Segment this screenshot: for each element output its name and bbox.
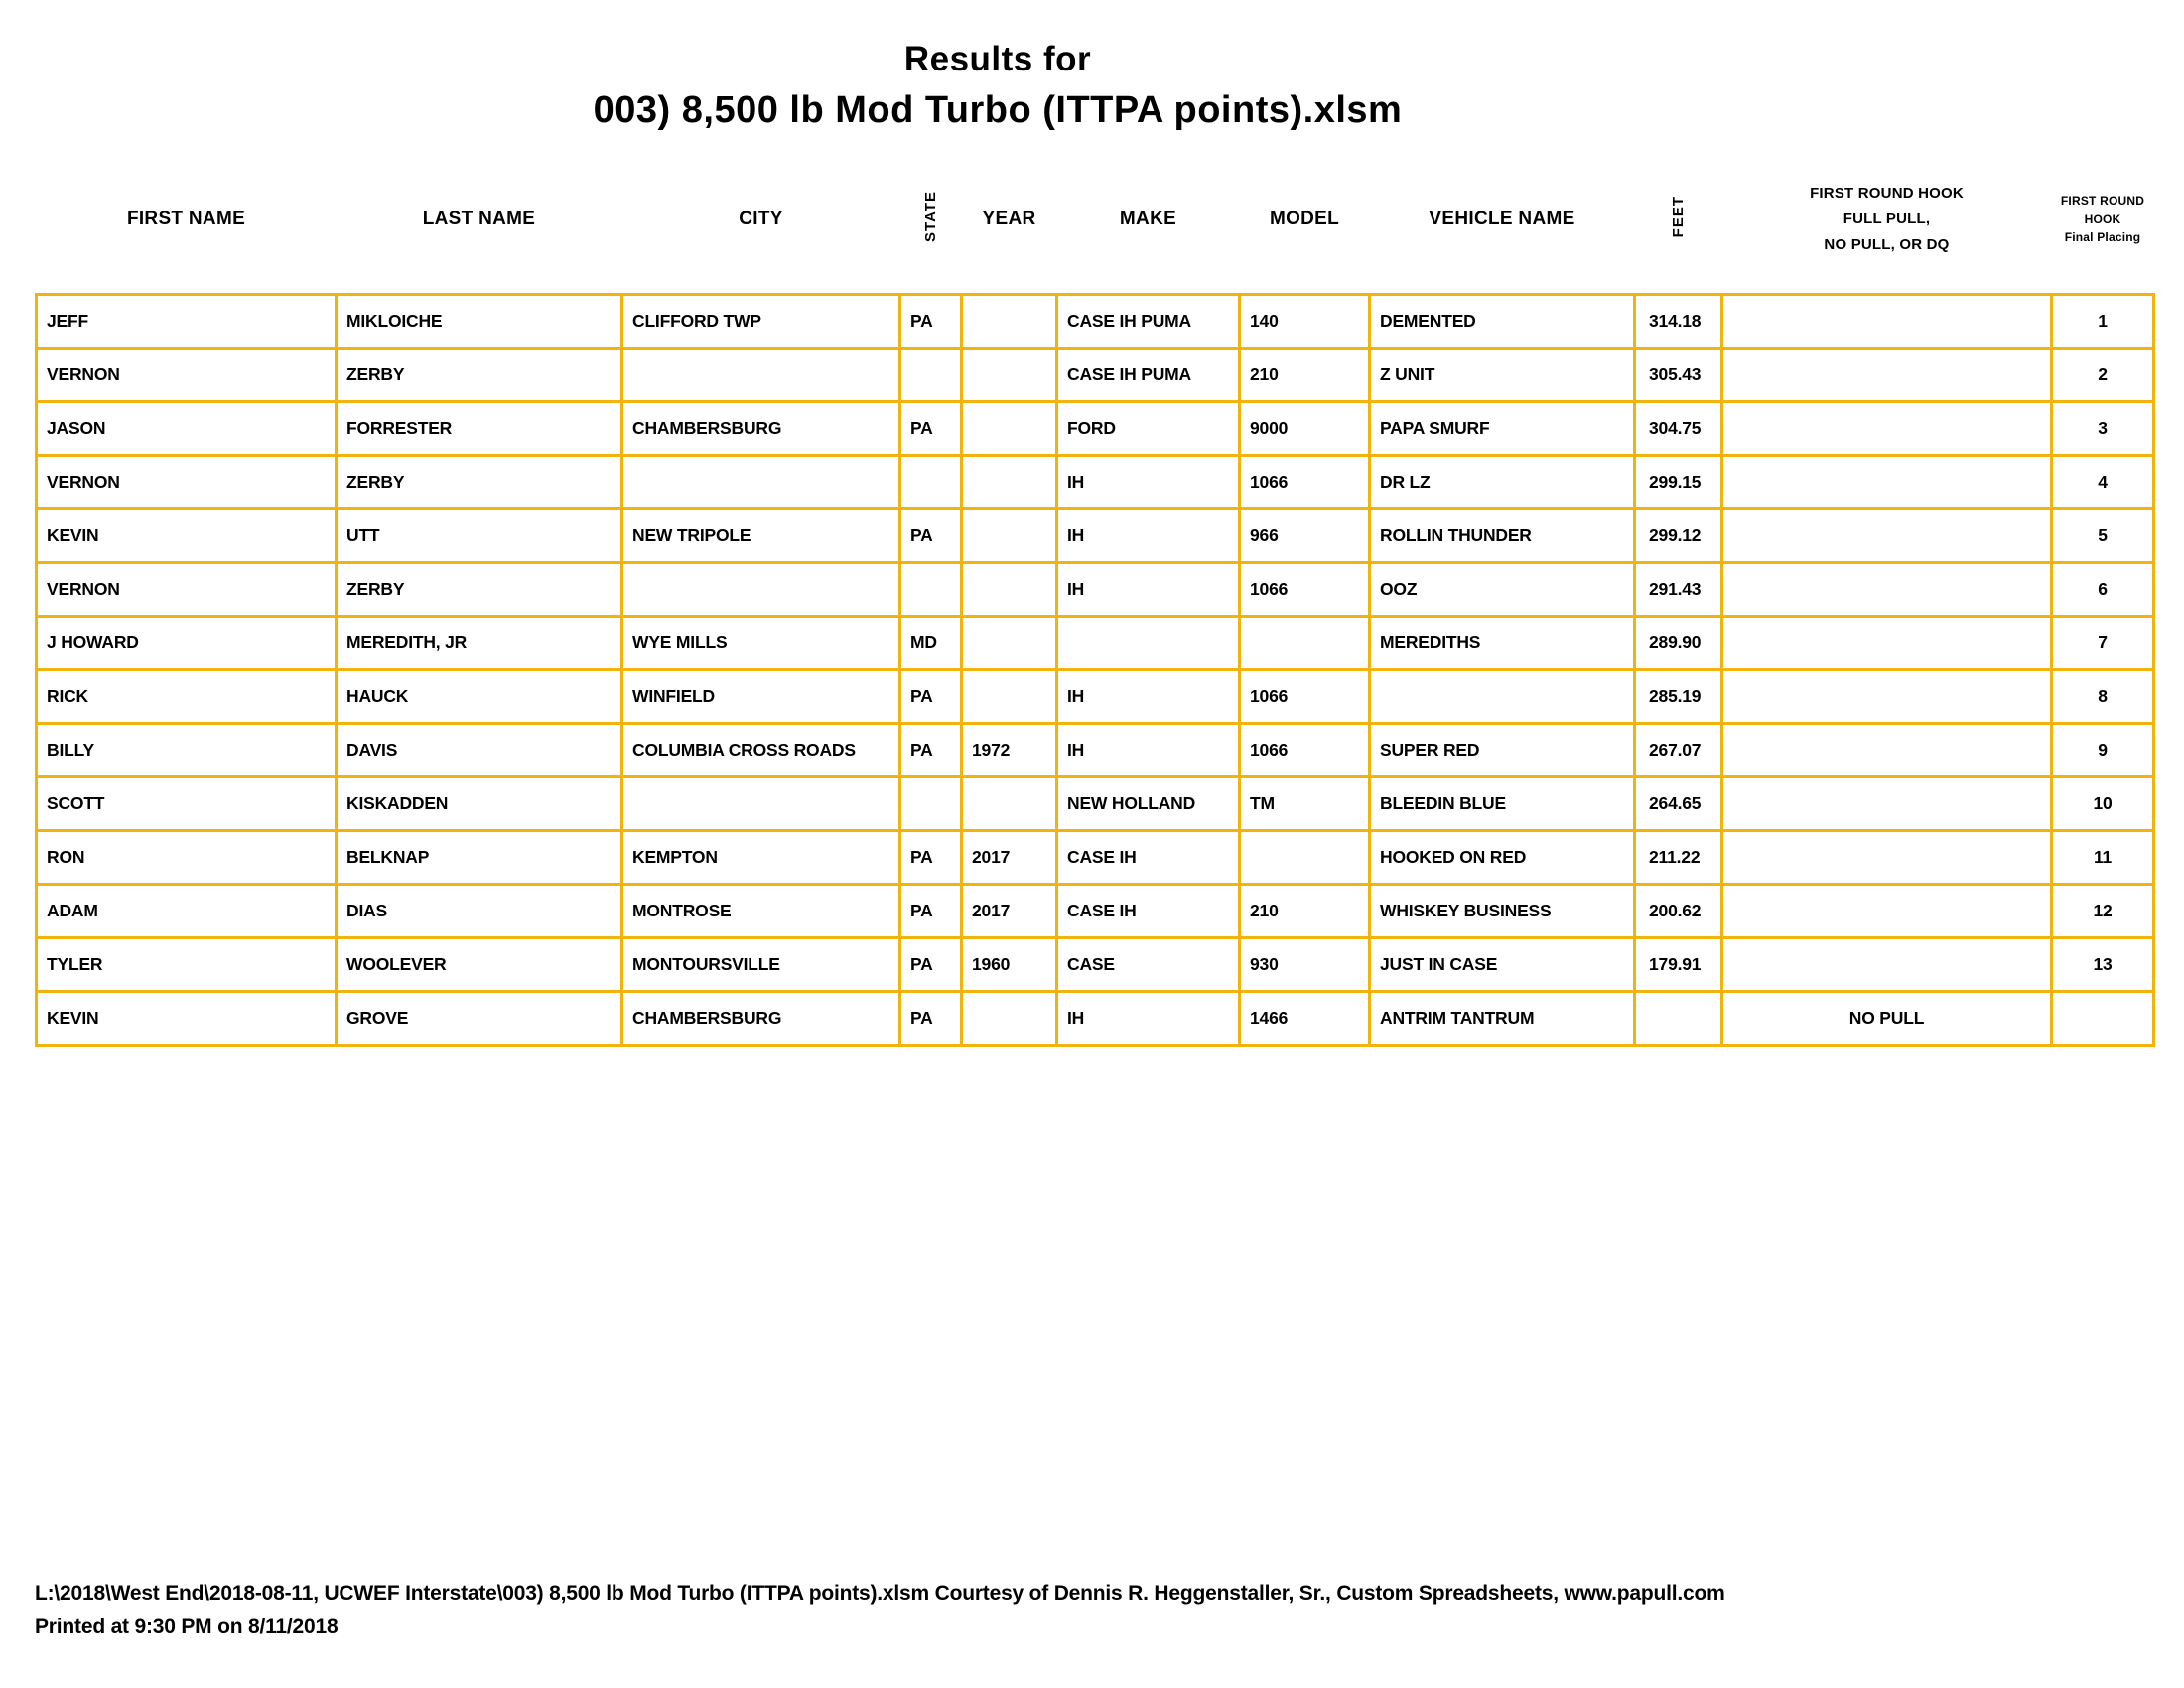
cell-last_name: ZERBY xyxy=(337,349,622,402)
column-header-line: FULL PULL, xyxy=(1843,210,1931,227)
cell-vehicle_name: OOZ xyxy=(1370,563,1635,617)
cell-city: WINFIELD xyxy=(622,670,900,724)
column-header-feet-vertical-label: FEET xyxy=(1670,195,1687,238)
cell-city: COLUMBIA CROSS ROADS xyxy=(622,724,900,777)
cell-state: PA xyxy=(900,724,962,777)
cell-vehicle_name: ROLLIN THUNDER xyxy=(1370,509,1635,563)
cell-vehicle_name: HOOKED ON RED xyxy=(1370,831,1635,885)
cell-year: 2017 xyxy=(962,831,1057,885)
cell-vehicle_name: WHISKEY BUSINESS xyxy=(1370,885,1635,938)
cell-vehicle_name: MEREDITHS xyxy=(1370,617,1635,670)
cell-year xyxy=(962,670,1057,724)
cell-model: 966 xyxy=(1240,509,1370,563)
column-header-last_name: LAST NAME xyxy=(422,209,536,229)
cell-state: PA xyxy=(900,670,962,724)
table-row xyxy=(37,831,2154,885)
cell-make: IH xyxy=(1057,724,1240,777)
cell-vehicle_name: DR LZ xyxy=(1370,456,1635,509)
cell-year xyxy=(962,617,1057,670)
cell-city xyxy=(622,563,900,617)
table-row xyxy=(37,617,2154,670)
cell-first_name: BILLY xyxy=(37,724,337,777)
table-row xyxy=(37,563,2154,617)
cell-last_name: FORRESTER xyxy=(337,402,622,456)
cell-make: IH xyxy=(1057,670,1240,724)
cell-last_name: HAUCK xyxy=(337,670,622,724)
cell-vehicle_name: DEMENTED xyxy=(1370,295,1635,349)
table-row xyxy=(37,938,2154,992)
cell-feet: 200.62 xyxy=(1635,885,1722,938)
cell-feet: 304.75 xyxy=(1635,402,1722,456)
cell-hook xyxy=(1722,617,2052,670)
cell-city: NEW TRIPOLE xyxy=(622,509,900,563)
cell-last_name: KISKADDEN xyxy=(337,777,622,831)
cell-placing: 4 xyxy=(2052,456,2154,509)
table-row xyxy=(37,509,2154,563)
cell-last_name: ZERBY xyxy=(337,456,622,509)
table-row xyxy=(37,670,2154,724)
column-header-line: HOOK xyxy=(2084,211,2121,226)
column-header-state xyxy=(900,146,962,295)
cell-year xyxy=(962,509,1057,563)
cell-make: CASE IH PUMA xyxy=(1057,295,1240,349)
cell-feet: 299.15 xyxy=(1635,456,1722,509)
cell-last_name: MIKLOICHE xyxy=(337,295,622,349)
table-row xyxy=(37,885,2154,938)
cell-model: 9000 xyxy=(1240,402,1370,456)
cell-feet: 267.07 xyxy=(1635,724,1722,777)
cell-placing: 7 xyxy=(2052,617,2154,670)
page-footer xyxy=(35,1577,1725,1644)
cell-feet: 305.43 xyxy=(1635,349,1722,402)
cell-placing: 8 xyxy=(2052,670,2154,724)
cell-model: 1066 xyxy=(1240,563,1370,617)
column-header-first_name: FIRST NAME xyxy=(126,209,246,229)
cell-hook xyxy=(1722,509,2052,563)
cell-state: PA xyxy=(900,992,962,1046)
cell-placing: 6 xyxy=(2052,563,2154,617)
cell-make: IH xyxy=(1057,456,1240,509)
cell-model: 1466 xyxy=(1240,992,1370,1046)
cell-model: 210 xyxy=(1240,349,1370,402)
cell-hook: NO PULL xyxy=(1722,992,2052,1046)
cell-hook xyxy=(1722,724,2052,777)
cell-feet: 264.65 xyxy=(1635,777,1722,831)
cell-last_name: GROVE xyxy=(337,992,622,1046)
cell-placing: 1 xyxy=(2052,295,2154,349)
cell-vehicle_name: PAPA SMURF xyxy=(1370,402,1635,456)
cell-city: CHAMBERSBURG xyxy=(622,402,900,456)
cell-last_name: DIAS xyxy=(337,885,622,938)
cell-state xyxy=(900,349,962,402)
cell-first_name: JEFF xyxy=(37,295,337,349)
cell-placing: 2 xyxy=(2052,349,2154,402)
cell-first_name: SCOTT xyxy=(37,777,337,831)
cell-state xyxy=(900,563,962,617)
cell-model: 210 xyxy=(1240,885,1370,938)
cell-hook xyxy=(1722,885,2052,938)
table-row xyxy=(37,349,2154,402)
table-row xyxy=(37,295,2154,349)
cell-make: CASE IH xyxy=(1057,831,1240,885)
results-table-body xyxy=(37,295,2154,1046)
cell-city: MONTROSE xyxy=(622,885,900,938)
column-header-feet xyxy=(1635,146,1722,295)
column-header-line: NO PULL, OR DQ xyxy=(1824,236,1950,254)
cell-city xyxy=(622,349,900,402)
cell-hook xyxy=(1722,831,2052,885)
cell-hook xyxy=(1722,402,2052,456)
cell-make: CASE IH xyxy=(1057,885,1240,938)
cell-last_name: WOOLEVER xyxy=(337,938,622,992)
cell-make: NEW HOLLAND xyxy=(1057,777,1240,831)
table-row xyxy=(37,992,2154,1046)
cell-year: 1960 xyxy=(962,938,1057,992)
page-title-line2: 003) 8,500 lb Mod Turbo (ITTPA points).xlsm xyxy=(593,89,1403,131)
column-header-hook xyxy=(1722,146,2052,295)
results-table xyxy=(35,146,2155,1047)
cell-year xyxy=(962,456,1057,509)
cell-state: MD xyxy=(900,617,962,670)
cell-state xyxy=(900,777,962,831)
cell-model xyxy=(1240,617,1370,670)
column-header-line: FIRST ROUND HOOK xyxy=(1810,184,1964,202)
cell-first_name: JASON xyxy=(37,402,337,456)
cell-feet: 211.22 xyxy=(1635,831,1722,885)
column-header-model: MODEL xyxy=(1269,209,1340,229)
column-header-year: YEAR xyxy=(982,209,1036,229)
cell-state: PA xyxy=(900,831,962,885)
cell-first_name: KEVIN xyxy=(37,509,337,563)
cell-model: 1066 xyxy=(1240,456,1370,509)
cell-hook xyxy=(1722,349,2052,402)
cell-hook xyxy=(1722,295,2052,349)
cell-year: 2017 xyxy=(962,885,1057,938)
column-header-line: FIRST ROUND xyxy=(2060,194,2145,209)
cell-city xyxy=(622,456,900,509)
cell-make: IH xyxy=(1057,509,1240,563)
cell-city: WYE MILLS xyxy=(622,617,900,670)
cell-year xyxy=(962,295,1057,349)
cell-last_name: MEREDITH, JR xyxy=(337,617,622,670)
cell-hook xyxy=(1722,777,2052,831)
footer-file-path: L:\2018\West End\2018-08-11, UCWEF Interstate\003) 8,500 lb Mod Turbo (ITTPA points).xlsm Courtesy of Dennis R. Heggenstaller, Sr., Custom Spreadsheets, www.papull.com xyxy=(35,1582,1725,1605)
cell-make: CASE xyxy=(1057,938,1240,992)
cell-last_name: UTT xyxy=(337,509,622,563)
cell-last_name: DAVIS xyxy=(337,724,622,777)
cell-first_name: J HOWARD xyxy=(37,617,337,670)
cell-placing: 5 xyxy=(2052,509,2154,563)
cell-city: CHAMBERSBURG xyxy=(622,992,900,1046)
cell-feet: 179.91 xyxy=(1635,938,1722,992)
cell-hook xyxy=(1722,563,2052,617)
cell-placing: 12 xyxy=(2052,885,2154,938)
cell-make: IH xyxy=(1057,563,1240,617)
cell-city: MONTOURSVILLE xyxy=(622,938,900,992)
cell-make xyxy=(1057,617,1240,670)
column-header-line: Final Placing xyxy=(2064,230,2141,245)
cell-first_name: RON xyxy=(37,831,337,885)
cell-city: KEMPTON xyxy=(622,831,900,885)
column-header-make: MAKE xyxy=(1119,209,1177,229)
table-row xyxy=(37,402,2154,456)
cell-first_name: KEVIN xyxy=(37,992,337,1046)
cell-vehicle_name: JUST IN CASE xyxy=(1370,938,1635,992)
cell-last_name: ZERBY xyxy=(337,563,622,617)
cell-first_name: RICK xyxy=(37,670,337,724)
cell-year xyxy=(962,777,1057,831)
cell-model: TM xyxy=(1240,777,1370,831)
cell-vehicle_name: Z UNIT xyxy=(1370,349,1635,402)
cell-first_name: VERNON xyxy=(37,563,337,617)
cell-placing xyxy=(2052,992,2154,1046)
cell-model xyxy=(1240,831,1370,885)
cell-feet: 299.12 xyxy=(1635,509,1722,563)
cell-state: PA xyxy=(900,295,962,349)
cell-model: 1066 xyxy=(1240,724,1370,777)
cell-feet: 291.43 xyxy=(1635,563,1722,617)
cell-first_name: VERNON xyxy=(37,456,337,509)
table-row xyxy=(37,456,2154,509)
cell-vehicle_name xyxy=(1370,670,1635,724)
cell-model: 140 xyxy=(1240,295,1370,349)
cell-city xyxy=(622,777,900,831)
cell-year xyxy=(962,992,1057,1046)
cell-state: PA xyxy=(900,509,962,563)
cell-hook xyxy=(1722,670,2052,724)
cell-make: IH xyxy=(1057,992,1240,1046)
cell-model: 1066 xyxy=(1240,670,1370,724)
cell-state: PA xyxy=(900,938,962,992)
cell-year xyxy=(962,402,1057,456)
header-row xyxy=(37,146,2154,295)
cell-last_name: BELKNAP xyxy=(337,831,622,885)
cell-placing: 9 xyxy=(2052,724,2154,777)
cell-make: CASE IH PUMA xyxy=(1057,349,1240,402)
cell-vehicle_name: ANTRIM TANTRUM xyxy=(1370,992,1635,1046)
page-title xyxy=(0,40,1995,132)
cell-placing: 10 xyxy=(2052,777,2154,831)
table-row xyxy=(37,777,2154,831)
cell-state: PA xyxy=(900,885,962,938)
cell-year: 1972 xyxy=(962,724,1057,777)
cell-model: 930 xyxy=(1240,938,1370,992)
cell-state xyxy=(900,456,962,509)
cell-vehicle_name: BLEEDIN BLUE xyxy=(1370,777,1635,831)
cell-feet: 314.18 xyxy=(1635,295,1722,349)
cell-placing: 3 xyxy=(2052,402,2154,456)
page-title-line1: Results for xyxy=(903,40,1092,78)
cell-first_name: ADAM xyxy=(37,885,337,938)
cell-first_name: VERNON xyxy=(37,349,337,402)
cell-feet: 285.19 xyxy=(1635,670,1722,724)
cell-year xyxy=(962,563,1057,617)
cell-feet xyxy=(1635,992,1722,1046)
cell-state: PA xyxy=(900,402,962,456)
cell-feet: 289.90 xyxy=(1635,617,1722,670)
table-row xyxy=(37,724,2154,777)
cell-first_name: TYLER xyxy=(37,938,337,992)
footer-printed-timestamp: Printed at 9:30 PM on 8/11/2018 xyxy=(35,1616,339,1638)
column-header-city: CITY xyxy=(739,209,783,229)
cell-year xyxy=(962,349,1057,402)
cell-make: FORD xyxy=(1057,402,1240,456)
results-table-header xyxy=(37,146,2154,295)
cell-hook xyxy=(1722,938,2052,992)
column-header-state-vertical-label: STATE xyxy=(922,191,939,242)
cell-hook xyxy=(1722,456,2052,509)
cell-city: CLIFFORD TWP xyxy=(622,295,900,349)
cell-placing: 11 xyxy=(2052,831,2154,885)
cell-vehicle_name: SUPER RED xyxy=(1370,724,1635,777)
column-header-vehicle_name: VEHICLE NAME xyxy=(1429,209,1575,229)
column-header-placing xyxy=(2052,146,2154,295)
cell-placing: 13 xyxy=(2052,938,2154,992)
